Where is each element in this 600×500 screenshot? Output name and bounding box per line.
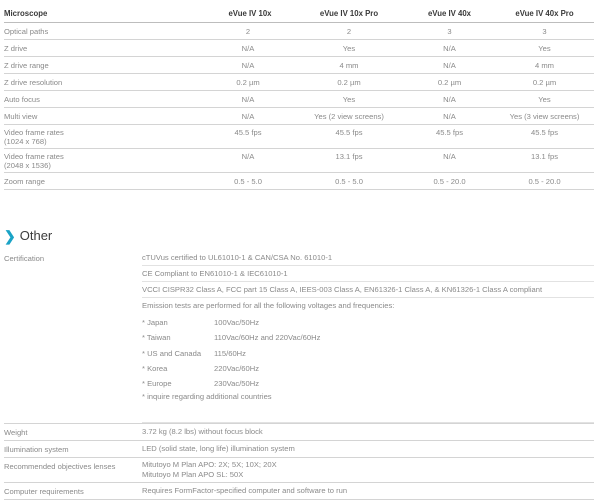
voltage-row xyxy=(142,346,594,361)
row-label: Zoom range xyxy=(4,176,45,186)
cell-value: N/A xyxy=(443,60,456,70)
cell-value: 0.2 µm xyxy=(236,77,260,87)
cell-value: 3 xyxy=(447,26,452,36)
voltage-region: * US and Canada xyxy=(142,348,202,358)
cell-value: Yes xyxy=(538,94,551,104)
row-label-sub: (2048 x 1536) xyxy=(4,161,51,170)
illumination-value: LED (solid state, long life) illumination system xyxy=(142,444,295,453)
row-label: Computer requirements xyxy=(4,487,84,496)
row-certification xyxy=(4,250,594,424)
cell-value: Yes xyxy=(342,94,356,104)
voltage-region: * Japan xyxy=(142,318,168,327)
voltage-value: 220Vac/60Hz xyxy=(214,363,260,373)
voltage-region: * Korea xyxy=(142,363,168,373)
objectives-line: Mitutoyo M Plan APO SL: 50X xyxy=(142,470,244,479)
certification-line: VCCI CISPR32 Class A, FCC part 15 Class A, IEES-003 Class A, EN61326-1 Class A, & KN61326-1 Class A compliant xyxy=(142,282,594,298)
cell-value: 0.2 µm xyxy=(337,77,361,87)
cell-value: N/A xyxy=(241,60,255,70)
cell-value: 13.1 fps xyxy=(530,152,559,161)
emission-tests xyxy=(142,298,594,423)
cell-value: 0.5 - 20.0 xyxy=(433,176,466,186)
cell-value: N/A xyxy=(443,43,456,53)
other-table xyxy=(4,250,594,500)
row-label: Illumination system xyxy=(4,445,69,454)
cell-value: N/A xyxy=(241,94,255,104)
header-evue-10x-pro: eVue IV 10x Pro xyxy=(319,9,379,18)
cell-value: Yes (3 view screens) xyxy=(509,111,580,121)
emission-note: * inquire regarding additional countries xyxy=(142,392,272,402)
row-optical-paths xyxy=(4,23,594,40)
voltage-row xyxy=(142,361,594,376)
row-objectives xyxy=(4,458,594,483)
voltage-value: 110Vac/60Hz and 220Vac/60Hz xyxy=(214,333,321,343)
row-illumination xyxy=(4,441,594,458)
row-label: Z drive range xyxy=(4,60,49,70)
row-computer xyxy=(4,483,594,500)
voltage-value: 115/60Hz xyxy=(214,348,246,358)
row-label: Z drive resolution xyxy=(4,77,63,87)
voltage-region: * Europe xyxy=(142,379,172,389)
emission-intro: Emission tests are performed for all the following voltages and frequencies: xyxy=(142,301,395,310)
cell-value: 2 xyxy=(245,26,251,36)
row-z-drive-range xyxy=(4,57,594,74)
cell-value: N/A xyxy=(241,152,255,161)
certification-line: CE Compliant to EN61010-1 & IEC61010-1 xyxy=(142,266,594,282)
row-z-drive-resolution xyxy=(4,74,594,91)
cell-value: 4 mm xyxy=(535,60,554,70)
cell-value: N/A xyxy=(241,43,255,53)
cell-value: 4 mm xyxy=(339,60,359,70)
header-evue-10x: eVue IV 10x xyxy=(228,9,272,18)
header-microscope: Microscope xyxy=(4,9,48,18)
cell-value: N/A xyxy=(443,94,456,104)
voltage-value: 100Vac/50Hz xyxy=(214,318,260,327)
cell-value: 45.5 fps xyxy=(234,128,262,137)
row-label-main: Video frame rates xyxy=(4,128,64,137)
voltage-row xyxy=(142,315,594,330)
row-video-frame-rates-2048 xyxy=(4,149,594,173)
voltage-region: * Taiwan xyxy=(142,333,171,343)
row-label-sub: (1024 x 768) xyxy=(4,137,47,146)
objectives-line: Mitutoyo M Plan APO: 2X; 5X; 10X; 20X xyxy=(142,460,277,469)
cell-value: Yes xyxy=(342,43,356,53)
section-title-other xyxy=(4,228,52,244)
row-label xyxy=(4,128,202,146)
objectives-values xyxy=(142,458,594,482)
row-label: Z drive xyxy=(4,43,28,53)
header-evue-40x: eVue IV 40x xyxy=(427,9,472,18)
cell-value: 3 xyxy=(542,26,547,36)
spec-table xyxy=(4,5,594,190)
cell-value: 0.5 - 5.0 xyxy=(234,176,262,186)
cell-value: 45.5 fps xyxy=(435,128,464,137)
row-label: Certification xyxy=(4,254,45,263)
cell-value: 13.1 fps xyxy=(335,152,363,161)
cell-value: 45.5 fps xyxy=(530,128,559,137)
certification-line: cTUVus certified to UL61010-1 & CAN/CSA No. 61010-1 xyxy=(142,250,594,266)
chevron-right-icon: ❯ xyxy=(4,228,16,244)
cell-value: 0.2 µm xyxy=(437,77,462,87)
row-label: Recommended objectives lenses xyxy=(4,462,116,471)
header-evue-40x-pro: eVue IV 40x Pro xyxy=(515,9,574,18)
row-z-drive xyxy=(4,40,594,57)
row-video-frame-rates-1024 xyxy=(4,125,594,149)
cell-value: N/A xyxy=(443,152,456,161)
voltage-row xyxy=(142,376,594,391)
cell-value: Yes xyxy=(538,43,551,53)
weight-value: 3.72 kg (8.2 lbs) without focus block xyxy=(142,427,263,436)
cell-value: N/A xyxy=(241,111,255,121)
row-zoom-range xyxy=(4,173,594,190)
row-auto-focus xyxy=(4,91,594,108)
row-label: Weight xyxy=(4,428,28,437)
computer-value: Requires FormFactor-specified computer and software to run xyxy=(142,486,348,495)
row-multi-view xyxy=(4,108,594,125)
row-label: Multi view xyxy=(4,111,38,121)
section-title-text: Other xyxy=(19,228,53,243)
cell-value: 2 xyxy=(346,26,352,36)
cell-value: 0.5 - 5.0 xyxy=(335,176,363,186)
voltage-value: 230Vac/50Hz xyxy=(214,379,260,389)
cell-value: 45.5 fps xyxy=(335,128,363,137)
spec-header-row xyxy=(4,5,594,23)
row-weight xyxy=(4,424,594,441)
row-label xyxy=(4,152,202,170)
voltage-row xyxy=(142,330,594,345)
cell-value: N/A xyxy=(443,111,456,121)
cell-value: 0.5 - 20.0 xyxy=(528,176,561,186)
cell-value: 0.2 µm xyxy=(532,77,557,87)
row-label: Auto focus xyxy=(4,94,40,104)
row-label: Optical paths xyxy=(4,26,49,36)
row-label-main: Video frame rates xyxy=(4,152,64,161)
certification-values xyxy=(142,250,594,423)
cell-value: Yes (2 view screens) xyxy=(314,111,384,121)
